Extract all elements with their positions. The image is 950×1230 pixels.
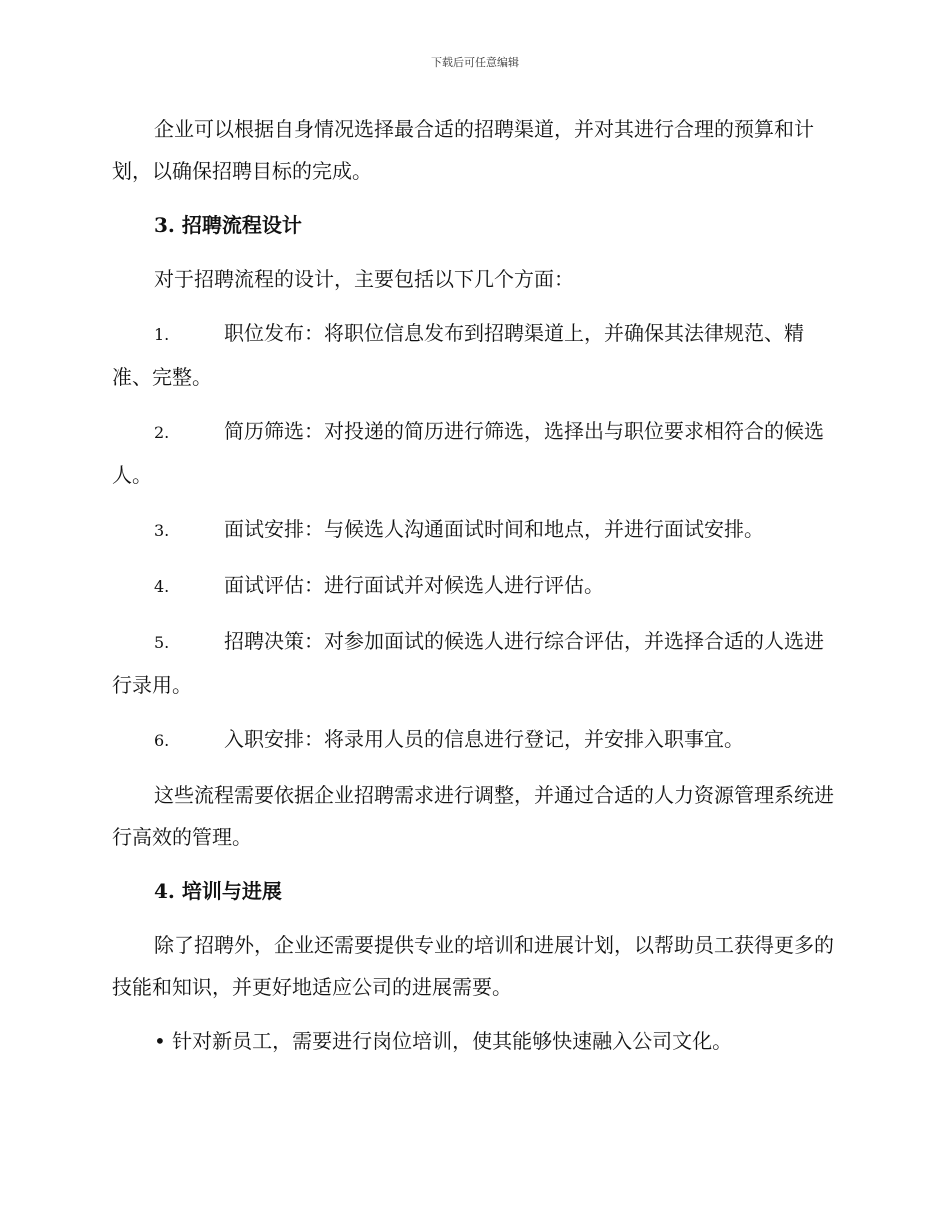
list-item-text: 入职安排：将录用人员的信息进行登记，并安排入职事宜。 [224,727,744,751]
paragraph-training-intro: 除了招聘外，企业还需要提供专业的培训和进展计划，以帮助员工获得更多的技能和知识，并更好地适应公司的进展需要。 [112,933,834,999]
list-item-number: 1. [154,325,170,344]
list-item-text: 简历筛选：对投递的简历进行筛选，选择出与职位要求相符合的候选人。 [112,419,824,487]
bullet-item-new-employee: • 针对新员工，需要进行岗位培训，使其能够快速融入公司文化。 [154,1029,733,1053]
paragraph-recruitment-channels: 企业可以根据自身情况选择最合适的招聘渠道，并对其进行合理的预算和计划，以确保招聘目标的完成。 [112,117,814,183]
section-heading-training: 4. 培训与进展 [154,879,282,903]
list-item-number: 5. [154,633,170,652]
section-heading-recruitment-process: 3. 招聘流程设计 [154,213,302,237]
list-item-number: 4. [154,577,170,596]
list-item [112,312,834,398]
paragraph-process-intro: 对于招聘流程的设计，主要包括以下几个方面： [154,267,574,291]
list-item [112,508,834,552]
list-item [112,410,834,496]
page-header: 下载后可任意编辑 [431,56,519,69]
list-item-text: 职位发布：将职位信息发布到招聘渠道上，并确保其法律规范、精准、完整。 [112,321,804,389]
list-item-text: 面试评估：进行面试并对候选人进行评估。 [224,573,604,597]
list-item-number: 3. [154,521,170,540]
list-item [112,620,834,706]
document-body [112,108,834,1062]
list-item-text: 面试安排：与候选人沟通面试时间和地点，并进行面试安排。 [224,517,764,541]
list-item [112,718,834,762]
list-item-number: 6. [154,731,170,750]
list-item [112,564,834,608]
list-item-number: 2. [154,423,170,442]
paragraph-process-adjustment: 这些流程需要依据企业招聘需求进行调整，并通过合适的人力资源管理系统进行高效的管理。 [112,783,834,849]
list-item-text: 招聘决策：对参加面试的候选人进行综合评估，并选择合适的人选进行录用。 [112,629,824,697]
